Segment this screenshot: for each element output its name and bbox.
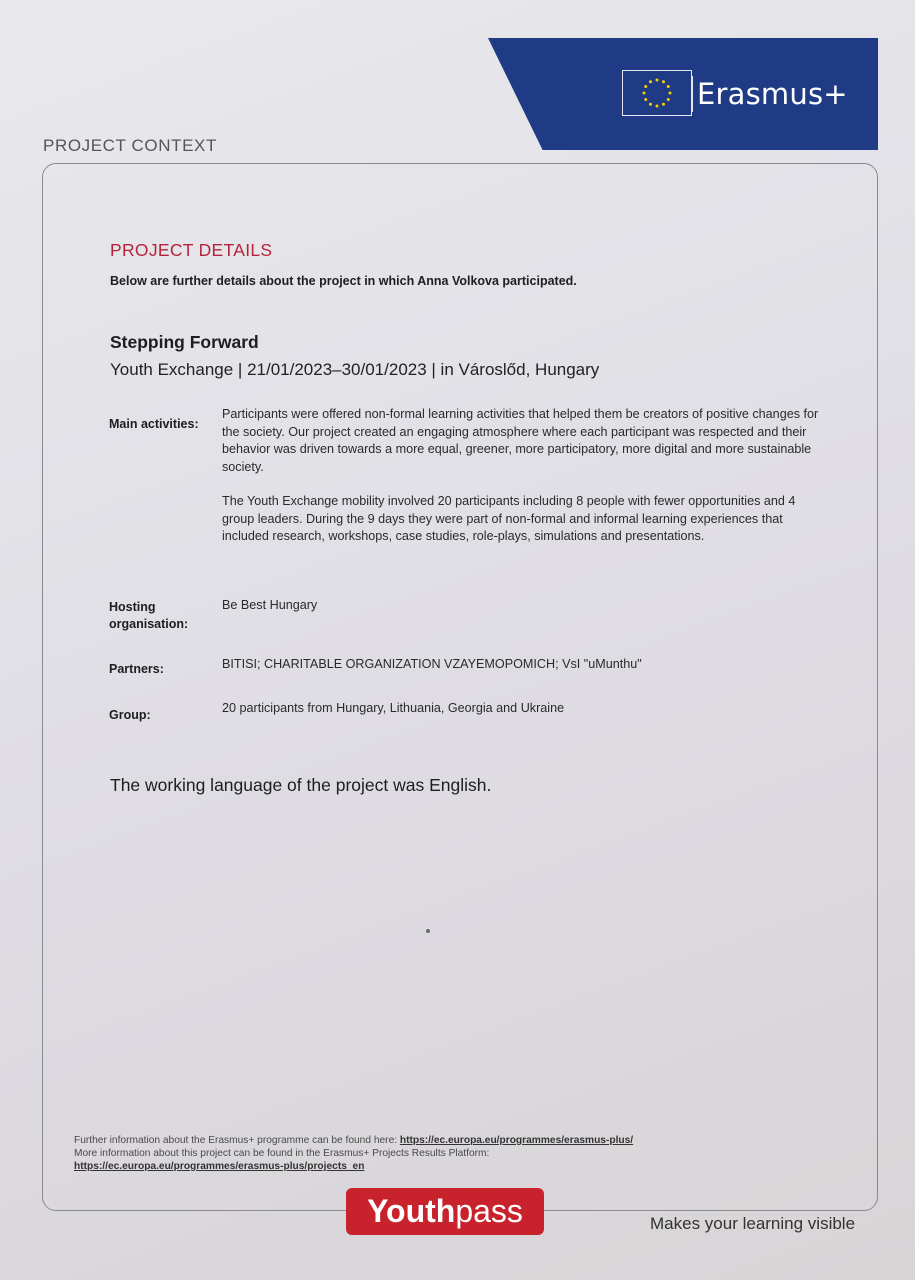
youthpass-logo — [346, 1188, 544, 1235]
details-intro: Below are further details about the project in which Anna Volkova participated. — [110, 274, 577, 288]
group-label: Group: — [109, 708, 151, 722]
eu-star — [644, 98, 647, 101]
hosting-value: Be Best Hungary — [222, 598, 318, 612]
eu-star — [656, 79, 659, 82]
paper-speck — [426, 929, 430, 933]
erasmus-programme-link[interactable]: https://ec.europa.eu/programmes/erasmus-plus/ — [399, 1135, 634, 1146]
partners-label: Partners: — [109, 662, 164, 676]
footer-info — [74, 1134, 834, 1173]
group-value: 20 participants from Hungary, Lithuania, Georgia and Ukraine — [222, 701, 565, 715]
erasmus-projects-link[interactable]: https://ec.europa.eu/programmes/erasmus-plus/projects_en — [74, 1161, 365, 1172]
eu-star — [644, 85, 647, 88]
working-language-note: The working language of the project was English. — [110, 775, 492, 795]
eu-star — [669, 92, 672, 95]
main-activities-paragraph-2: The Youth Exchange mobility involved 20 participants including 8 people with fewer opportunities and 4 group leaders. During the 9 days they were part of non-formal and informal learning experiences that included research, workshops, case studies, role-plays, simulations and presentations. — [222, 494, 796, 543]
hosting-label-line1: Hosting — [109, 600, 156, 614]
eu-star — [662, 103, 665, 106]
details-heading: PROJECT DETAILS — [110, 240, 273, 260]
partners-value: BITISI; CHARITABLE ORGANIZATION VZAYEMOPOMICH; VsI "uMunthu" — [222, 657, 642, 671]
project-subtitle: Youth Exchange | 21/01/2023–30/01/2023 | in Városlőd, Hungary — [110, 360, 600, 379]
eu-star — [667, 85, 670, 88]
youthpass-logo-part1: Youth — [367, 1193, 456, 1229]
eu-flag-icon — [622, 70, 692, 116]
eu-star — [649, 80, 652, 83]
eu-star — [667, 98, 670, 101]
eu-star — [662, 80, 665, 83]
main-activities-paragraph-1: Participants were offered non-formal learning activities that helped them be creators of positive changes for the society. Our project created an engaging atmosphere where each participant was respected and their behavior was driven towards a more equal, greener, more participatory, more digital and more sustainable society. — [222, 407, 819, 474]
project-title: Stepping Forward — [110, 332, 259, 352]
eu-star — [649, 103, 652, 106]
section-label: PROJECT CONTEXT — [43, 136, 217, 155]
eu-star — [656, 105, 659, 108]
eu-star — [643, 92, 646, 95]
youthpass-logo-part2: pass — [455, 1193, 523, 1229]
hosting-label-line2: organisation: — [109, 617, 189, 631]
main-activities-label: Main activities: — [109, 417, 199, 431]
content-frame — [42, 163, 878, 1211]
youthpass-tagline: Makes your learning visible — [650, 1214, 856, 1233]
erasmus-logo-text: Erasmus+ — [692, 76, 848, 112]
footer-line1-text: Further information about the Erasmus+ programme can be found here: — [74, 1135, 400, 1146]
footer-line2-text: More information about this project can be found in the Erasmus+ Projects Results Platform: — [74, 1148, 490, 1159]
